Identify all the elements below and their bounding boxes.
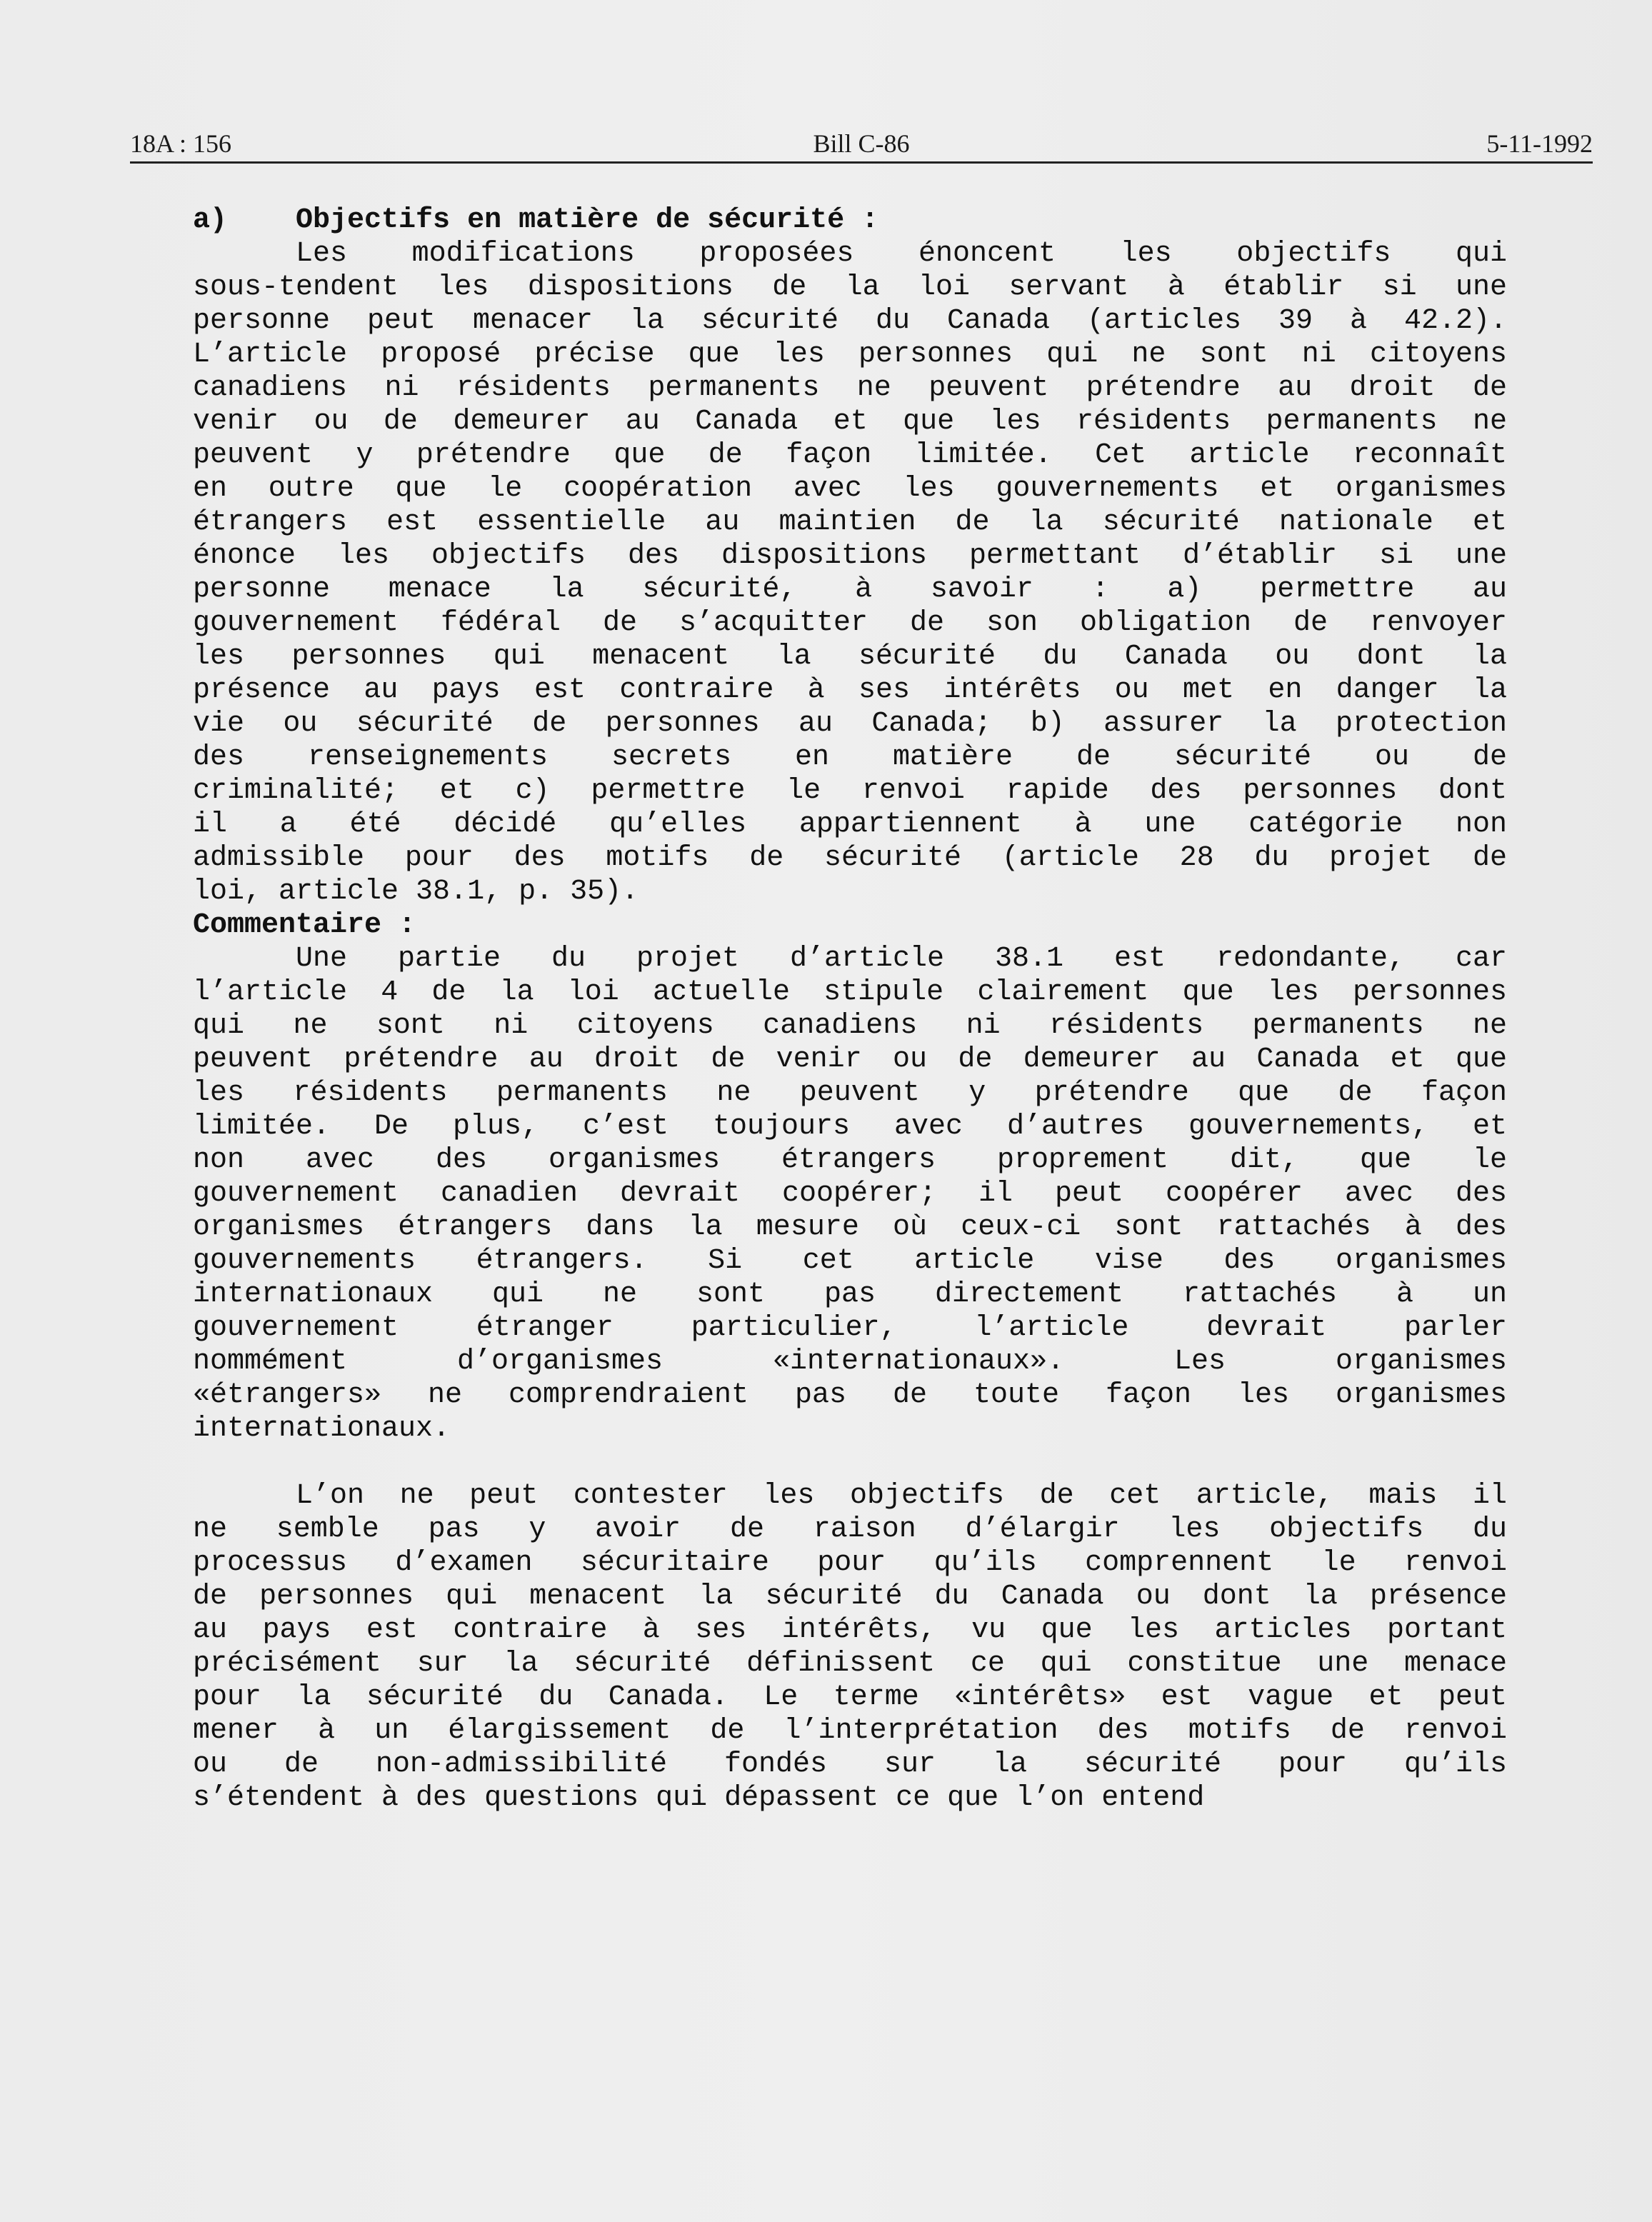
text-line: admissible pour des motifs de sécurité (article 28 du projet de	[193, 842, 1507, 874]
page-date: 5-11-1992	[1486, 129, 1593, 158]
text-line: personne peut menacer la sécurité du Canada (articles 39 à 42.2).	[193, 305, 1507, 337]
document-body	[193, 204, 1507, 1815]
text-line: processus d’examen sécuritaire pour qu’ils comprennent le renvoi	[193, 1547, 1507, 1579]
text-line: vie ou sécurité de personnes au Canada; b) assurer la protection	[193, 708, 1507, 740]
text-line: l’article 4 de la loi actuelle stipule clairement que les personnes	[193, 976, 1507, 1009]
text-line: nommément d’organismes «internationaux». Les organismes	[193, 1346, 1507, 1378]
text-line: «étrangers» ne comprendraient pas de toute façon les organismes	[193, 1379, 1507, 1411]
text-line: il a été décidé qu’elles appartiennent à une catégorie non	[193, 809, 1507, 841]
text-line: sous-tendent les dispositions de la loi servant à établir si une	[193, 271, 1507, 304]
text-line: pour la sécurité du Canada. Le terme «intérêts» est vague et peut	[193, 1681, 1507, 1713]
text-line: organismes étrangers dans la mesure où ceux-ci sont rattachés à des	[193, 1211, 1507, 1243]
text-line: limitée. De plus, c’est toujours avec d’autres gouvernements, et	[193, 1111, 1507, 1143]
text-line: ou de non-admissibilité fondés sur la sécurité pour qu’ils	[193, 1748, 1507, 1781]
text-line: L’on ne peut contester les objectifs de cet article, mais il	[296, 1480, 1507, 1512]
text-line: criminalité; et c) permettre le renvoi rapide des personnes dont	[193, 775, 1507, 807]
paragraph-commentaire	[193, 942, 1507, 1446]
text-line: en outre que le coopération avec les gouvernements et organismes	[193, 473, 1507, 505]
header-rule	[130, 161, 1593, 164]
text-line: gouvernement étranger particulier, l’article devrait parler	[193, 1312, 1507, 1344]
text-line: non avec des organismes étrangers proprement dit, que le	[193, 1144, 1507, 1176]
text-line: peuvent prétendre au droit de venir ou de demeurer au Canada et que	[193, 1044, 1507, 1076]
text-line: canadiens ni résidents permanents ne peuvent prétendre au droit de	[193, 372, 1507, 404]
text-line: peuvent y prétendre que de façon limitée. Cet article reconnaît	[193, 439, 1507, 471]
text-line: venir ou de demeurer au Canada et que les résidents permanents ne	[193, 406, 1507, 438]
text-line: précisément sur la sécurité définissent ce qui constitue une menace	[193, 1648, 1507, 1680]
paragraph-gap	[193, 1446, 1507, 1479]
text-line: internationaux.	[193, 1413, 451, 1445]
text-line: étrangers est essentielle au maintien de la sécurité nationale et	[193, 506, 1507, 539]
text-line: les résidents permanents ne peuvent y prétendre que de façon	[193, 1077, 1507, 1109]
text-line: Les modifications proposées énoncent les objectifs qui	[296, 238, 1507, 270]
section-heading: a) Objectifs en matière de sécurité :	[193, 204, 879, 236]
text-line: loi, article 38.1, p. 35).	[193, 876, 639, 908]
text-line: au pays est contraire à ses intérêts, vu que les articles portant	[193, 1614, 1507, 1646]
text-line: ne semble pas y avoir de raison d’élargir les objectifs du	[193, 1513, 1507, 1546]
text-line: de personnes qui menacent la sécurité du Canada ou dont la présence	[193, 1581, 1507, 1613]
text-line: internationaux qui ne sont pas directement rattachés à un	[193, 1278, 1507, 1311]
text-line: gouvernement canadien devrait coopérer; il peut coopérer avec des	[193, 1178, 1507, 1210]
text-line: personne menace la sécurité, à savoir : a) permettre au	[193, 574, 1507, 606]
text-line: des renseignements secrets en matière de sécurité ou de	[193, 741, 1507, 774]
page-number: 18A : 156	[130, 129, 232, 158]
text-line: mener à un élargissement de l’interprétation des motifs de renvoi	[193, 1715, 1507, 1747]
text-line: énonce les objectifs des dispositions permettant d’établir si une	[193, 540, 1507, 572]
text-line: gouvernements étrangers. Si cet article vise des organismes	[193, 1245, 1507, 1277]
bill-title: Bill C-86	[813, 129, 910, 158]
text-line: présence au pays est contraire à ses intérêts ou met en danger la	[193, 674, 1507, 706]
paragraph-objectifs	[193, 237, 1507, 909]
text-line: L’article proposé précise que les personnes qui ne sont ni citoyens	[193, 339, 1507, 371]
text-line: gouvernement fédéral de s’acquitter de son obligation de renvoyer	[193, 607, 1507, 639]
text-line: qui ne sont ni citoyens canadiens ni résidents permanents ne	[193, 1010, 1507, 1042]
text-line: les personnes qui menacent la sécurité du Canada ou dont la	[193, 641, 1507, 673]
commentaire-heading: Commentaire :	[193, 909, 416, 941]
paragraph-conclusion	[193, 1479, 1507, 1815]
text-line: Une partie du projet d’article 38.1 est redondante, car	[296, 943, 1507, 975]
text-line: s’étendent à des questions qui dépassent ce que l’on entend	[193, 1782, 1205, 1814]
